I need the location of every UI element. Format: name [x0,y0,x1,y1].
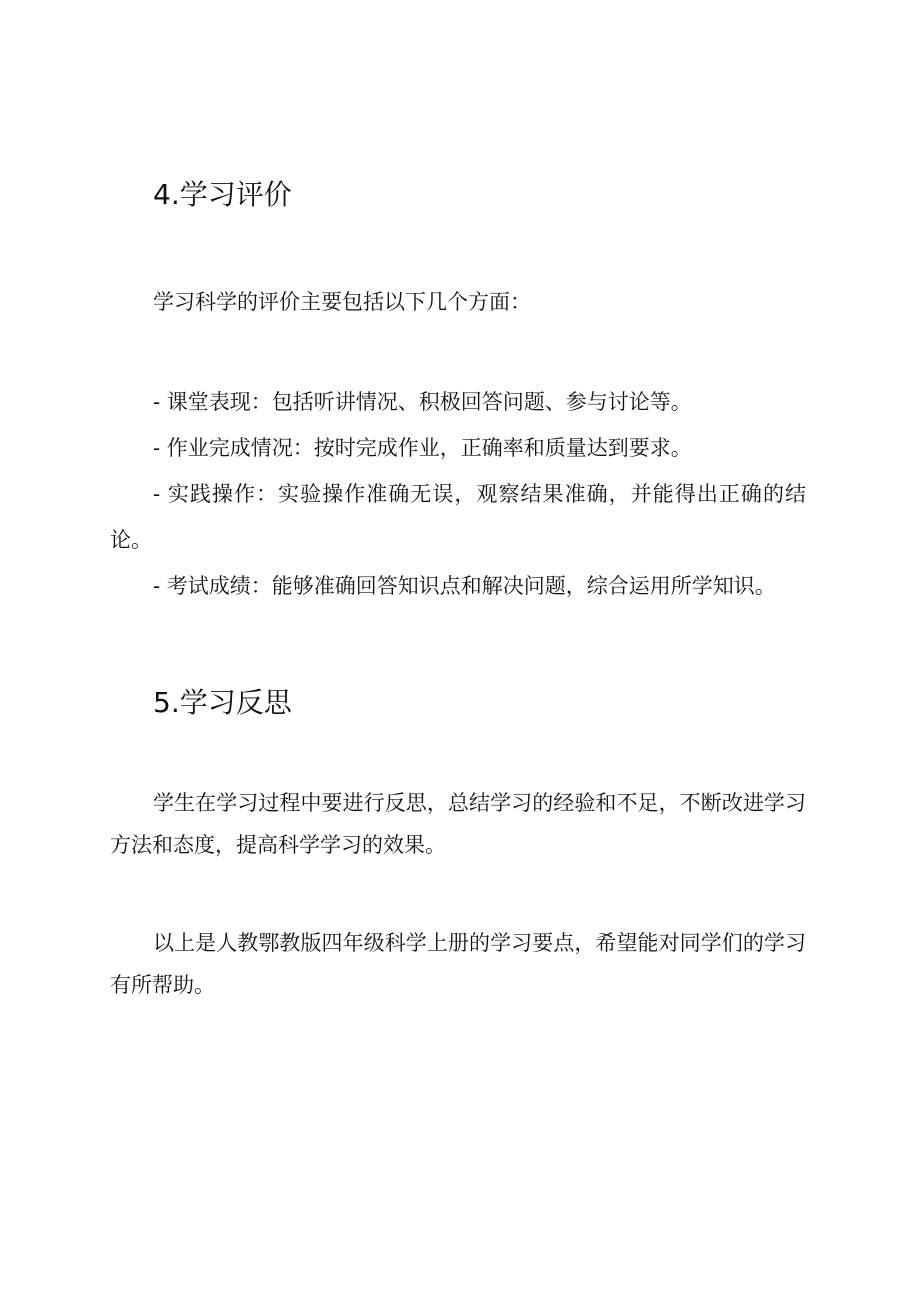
evaluation-list [110,379,806,609]
list-item: - 作业完成情况：按时完成作业，正确率和质量达到要求。 [153,436,692,460]
list-item: - 考试成绩：能够准确回答知识点和解决问题，综合运用所学知识。 [153,574,776,598]
section-5-paragraph: 学生在学习过程中要进行反思，总结学习的经验和不足，不断改进学习方法和态度，提高科学学习的效果。 [110,791,806,857]
closing-paragraph: 以上是人教鄂教版四年级科学上册的学习要点，希望能对同学们的学习有所帮助。 [110,931,806,997]
section-5-heading: 5.学习反思 [153,686,292,719]
list-item: - 课堂表现：包括听讲情况、积极回答问题、参与讨论等。 [153,390,692,414]
section-4-intro: 学习科学的评价主要包括以下几个方面： [153,290,531,314]
list-item: - 实践操作：实验操作准确无误，观察结果准确，并能得出正确的结论。 [110,482,806,552]
section-4-heading: 4.学习评价 [153,178,292,211]
